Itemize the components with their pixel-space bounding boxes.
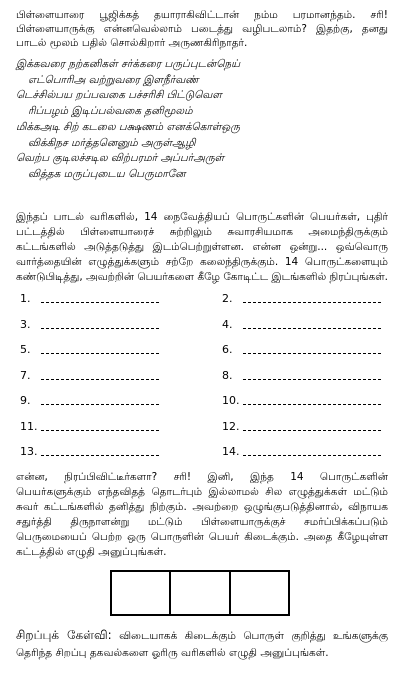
special-question-text: விடையாகக் கிடைக்கும் பொருள் குறித்து உங்களுக்கு தெரிந்த சிறப்பு தகவல்களை ஓரிரு வரிகளில் எழுதி அனுப்புங்கள். [16, 630, 388, 659]
blank-line[interactable] [243, 372, 381, 380]
blank-row [20, 318, 388, 344]
poem-line: வெற்ப குடிலச்சடில விற்பரமர் அப்பர்அருள் [16, 152, 225, 165]
blank-line[interactable] [41, 321, 159, 329]
answer-blank-4[interactable] [222, 318, 381, 332]
answer-blank-7[interactable] [20, 369, 159, 383]
followup-paragraph: என்ன, நிரப்பிவிட்டீர்களா? சரி! இனி, இந்த 14 பொருட்களின் பெயர்களுக்கும் எந்தவிதத் தொடர்பும் இல்லாமல் சில எழுத்துக்கள் மட்டும் சுவர் கட்டங்களில் தனித்து நிற்கும். அவற்றை ஒழுங்குபடுத்தினால், விநாயக சதுர்த்தி திருநாளன்று மட்டும் பிள்ளையாருக்குச் சமர்ப்பிக்கப்படும் பெருமையைப் பெற்ற ஒரு பொருளின் பெயர் கிடைக்கும். அதை கீழேயுள்ள கட்டத்தில் எழுதி அனுப்புங்கள். [16, 471, 388, 558]
instructions-paragraph: இந்தப் பாடல் வரிகளில், 14 நைவேத்தியப் பொருட்களின் பெயர்கள், புதிர் பட்டத்தில் பிள்ளையாரைச் சுற்றிலும் சுவாரசியமாக அமைந்திருக்கும் கட்டங்களில் அடுத்தடுத்து இடம்பெற்றுள்ளன. என்ன ஒன்று... ஒவ்வொரு வார்த்தையின் எழுத்துக்களும் சற்றே கலைந்திருக்கும். 14 பொருட்களையும் கண்டுபிடித்து, அவற்றின் பெயர்களை கீழே கோடிட்ட இடங்களில் நிரப்புங்கள். [16, 211, 389, 283]
poem-line: டெச்சில்பய றப்பவகை பச்சரிசி பிட்டுவெள [16, 89, 222, 102]
blank-number: 2. [222, 292, 233, 305]
answer-blank-5[interactable] [20, 343, 159, 357]
blank-number: 1. [20, 292, 31, 305]
blank-row [20, 394, 388, 420]
blank-line[interactable] [41, 346, 159, 354]
blank-line[interactable] [41, 397, 159, 405]
blank-number: 13. [20, 445, 38, 458]
answer-blank-12[interactable] [222, 420, 381, 434]
blank-row [20, 420, 388, 446]
poem-line: இக்கவரை நற்கனிகள் சர்க்கரை பருப்புடன்நெய் [16, 58, 241, 70]
blank-row [20, 369, 388, 395]
blank-number: 8. [222, 368, 233, 382]
answer-blank-2[interactable] [222, 292, 381, 306]
blank-line[interactable] [41, 372, 159, 380]
poem-line: மிக்கஅடி சிற் கடலை பக்ஷணம் எனக்கொள்ஒரு [16, 120, 240, 133]
blank-line[interactable] [243, 321, 381, 329]
special-question-label: சிறப்புக் கேள்வி: [16, 628, 112, 642]
blank-row [20, 343, 388, 369]
answer-blank-1[interactable] [20, 292, 159, 306]
blank-row [20, 445, 388, 471]
blank-number: 11. [20, 419, 38, 433]
answer-blank-6[interactable] [222, 343, 381, 357]
answer-blank-11[interactable] [20, 420, 159, 434]
answer-blank-9[interactable] [20, 394, 159, 408]
answer-blank-13[interactable] [20, 445, 159, 459]
answer-box-cell[interactable] [171, 572, 230, 614]
blank-number: 3. [20, 317, 31, 331]
poem-line: வித்தக மருப்புடைய பெருமானே [28, 167, 186, 180]
poem-line: ரிப்பழம் இடிப்பல்வகை தனிமூலம் [28, 105, 193, 118]
answer-box-cell[interactable] [112, 572, 171, 614]
blank-line[interactable] [243, 295, 381, 303]
blank-number: 12. [222, 419, 240, 433]
blank-line[interactable] [243, 397, 381, 405]
blank-line[interactable] [243, 423, 381, 431]
answer-box-grid [110, 570, 290, 616]
blank-line[interactable] [41, 423, 159, 431]
blank-row [20, 292, 388, 318]
intro-paragraph: பிள்ளையாரை பூஜிக்கத் தயாராகிவிட்டான் நம்ம பரமானந்தம். சரி! பிள்ளையாருக்கு என்னவெல்லாம் படைத்து வழிபடலாம்? இதற்கு, தனது பாடல் மூலம் பதில் சொல்கிறார் அருணகிரிநாதர். [16, 9, 388, 49]
blank-number: 6. [222, 343, 233, 356]
poem-line: விக்கிநச மர்த்தனெனும் அருள்ஆழி [28, 136, 196, 149]
poem-line: எட்பொரிஅ வற்றுவரை இளநீர்வண் [28, 73, 199, 86]
blank-number: 9. [20, 394, 31, 407]
answer-blank-8[interactable] [222, 369, 381, 383]
blank-number: 4. [222, 317, 233, 331]
answer-box-cell[interactable] [231, 572, 288, 614]
special-question [16, 627, 388, 662]
blank-number: 7. [20, 368, 31, 382]
blank-line[interactable] [243, 448, 381, 456]
blank-number: 14. [222, 445, 240, 458]
blank-number: 10. [222, 394, 240, 407]
blank-number: 5. [20, 343, 31, 356]
poem-block [16, 57, 388, 183]
answer-blank-14[interactable] [222, 445, 381, 459]
answer-blanks [20, 292, 388, 471]
blank-line[interactable] [41, 295, 159, 303]
answer-blank-3[interactable] [20, 318, 159, 332]
blank-line[interactable] [243, 346, 381, 354]
answer-blank-10[interactable] [222, 394, 381, 408]
blank-line[interactable] [41, 448, 159, 456]
